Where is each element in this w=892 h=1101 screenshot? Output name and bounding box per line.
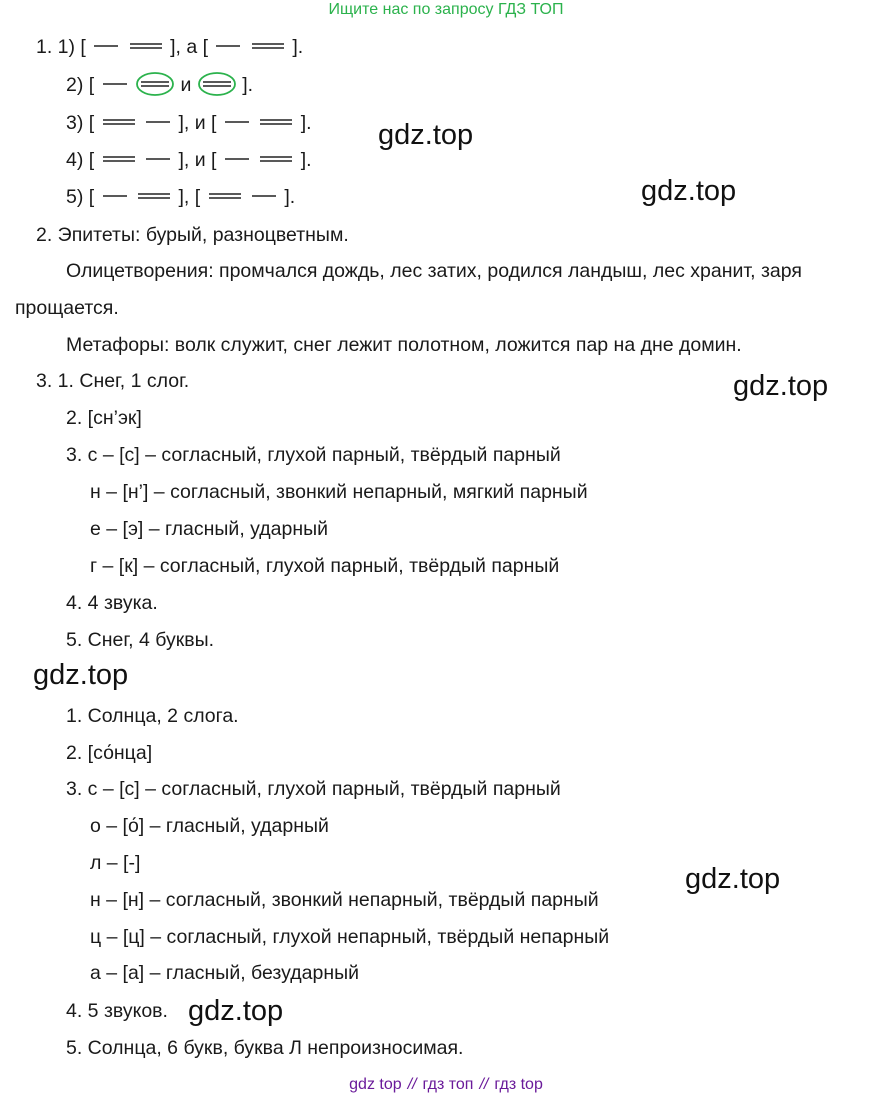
subject-underline-icon — [249, 189, 279, 203]
watermark: gdz.top — [378, 119, 474, 151]
predicate-underline-icon — [257, 152, 295, 166]
footer-link[interactable]: gdz top — [349, 1076, 402, 1093]
footer-link[interactable]: гдз топ — [422, 1076, 474, 1093]
subject-underline-icon — [143, 115, 173, 129]
subject-underline-icon — [100, 189, 130, 203]
snow-letter-count: 5. Снег, 4 буквы. — [66, 629, 215, 651]
subject-underline-icon — [91, 39, 121, 53]
scheme-text: ]. — [284, 186, 296, 208]
scheme-line-3 — [66, 111, 312, 135]
snow-transcription: 2. [сн’эк] — [66, 407, 142, 429]
snow-sound-g: г – [к] – согласный, глухой парный, твёрдый парный — [90, 555, 560, 577]
sun-letter-count: 5. Солнца, 6 букв, буква Л непроизносимая. — [66, 1037, 464, 1059]
predicate-underline-icon — [100, 152, 138, 166]
snow-sound-count: 4. 4 звука. — [66, 592, 158, 614]
scheme-text: ]. — [300, 112, 312, 134]
subject-underline-icon — [213, 39, 243, 53]
predicate-underline-icon — [257, 115, 295, 129]
scheme-text: ]. — [292, 36, 304, 58]
scheme-line-4 — [66, 148, 312, 172]
footer-separator: // — [407, 1076, 417, 1093]
scheme-line-2 — [66, 73, 253, 99]
scheme-text: 2) [ — [66, 74, 95, 97]
circled-predicate-icon — [197, 71, 237, 97]
snow-sound-c: 3. с – [с] – согласный, глухой парный, твёрдый парный — [66, 444, 561, 466]
scheme-text: 5) [ — [66, 186, 95, 208]
scheme-text: 1. 1) [ — [36, 36, 86, 58]
footer — [0, 1076, 892, 1094]
personification-line-2: прощается. — [15, 297, 119, 319]
scheme-text: 3) [ — [66, 112, 95, 134]
metaphors-line: Метафоры: волк служит, снег лежит полотном, ложится пар на дне домин. — [66, 334, 742, 356]
watermark: gdz.top — [685, 863, 781, 895]
footer-link[interactable]: гдз top — [494, 1076, 543, 1093]
watermark: gdz.top — [33, 659, 129, 691]
search-hint-header: Ищите нас по запросу ГДЗ ТОП — [328, 1, 564, 18]
sun-sound-a: а – [а] – гласный, безударный — [90, 962, 359, 984]
scheme-text: ]. — [242, 74, 254, 97]
watermark: gdz.top — [188, 995, 284, 1027]
scheme-text: ]. — [300, 149, 312, 171]
sun-transcription: 2. [со́нца] — [66, 742, 153, 764]
scheme-text: ], и [ — [178, 112, 217, 134]
sun-sound-c: 3. с – [с] – согласный, глухой парный, твёрдый парный — [66, 778, 561, 800]
scheme-text: ], и [ — [178, 149, 217, 171]
predicate-underline-icon — [249, 39, 287, 53]
sun-sound-l: л – [-] — [90, 852, 141, 874]
circled-predicate-icon — [135, 71, 175, 97]
snow-sound-n: н – [н’] – согласный, звонкий непарный, мягкий парный — [90, 481, 588, 503]
subject-underline-icon — [222, 152, 252, 166]
subject-underline-icon — [222, 115, 252, 129]
footer-separator: // — [479, 1076, 489, 1093]
snow-sound-e: е – [э] – гласный, ударный — [90, 518, 329, 540]
sun-sound-n: н – [н] – согласный, звонкий непарный, твёрдый парный — [90, 889, 599, 911]
predicate-underline-icon — [127, 39, 165, 53]
scheme-text: 4) [ — [66, 149, 95, 171]
scheme-line-5 — [66, 185, 295, 209]
sun-sound-ts: ц – [ц] – согласный, глухой непарный, твёрдый непарный — [90, 926, 610, 948]
scheme-text: ], а [ — [170, 36, 209, 58]
subject-underline-icon — [143, 152, 173, 166]
watermark: gdz.top — [733, 370, 829, 402]
scheme-text: ], [ — [178, 186, 201, 208]
personification-line-1: Олицетворения: промчался дождь, лес затих, родился ландыш, лес хранит, заря — [66, 260, 802, 282]
snow-syllables: 3. 1. Снег, 1 слог. — [36, 370, 190, 392]
predicate-underline-icon — [135, 189, 173, 203]
sun-sound-count: 4. 5 звуков. — [66, 1000, 168, 1022]
predicate-underline-icon — [206, 189, 244, 203]
sun-sound-o: о – [о́] – гласный, ударный — [90, 815, 329, 837]
sun-syllables: 1. Солнца, 2 слога. — [66, 705, 239, 727]
scheme-line-1 — [36, 35, 303, 59]
watermark: gdz.top — [641, 175, 737, 207]
epithets-line: 2. Эпитеты: бурый, разноцветным. — [36, 224, 349, 246]
scheme-text: и — [180, 74, 192, 97]
predicate-underline-icon — [100, 115, 138, 129]
subject-underline-icon — [100, 77, 130, 91]
